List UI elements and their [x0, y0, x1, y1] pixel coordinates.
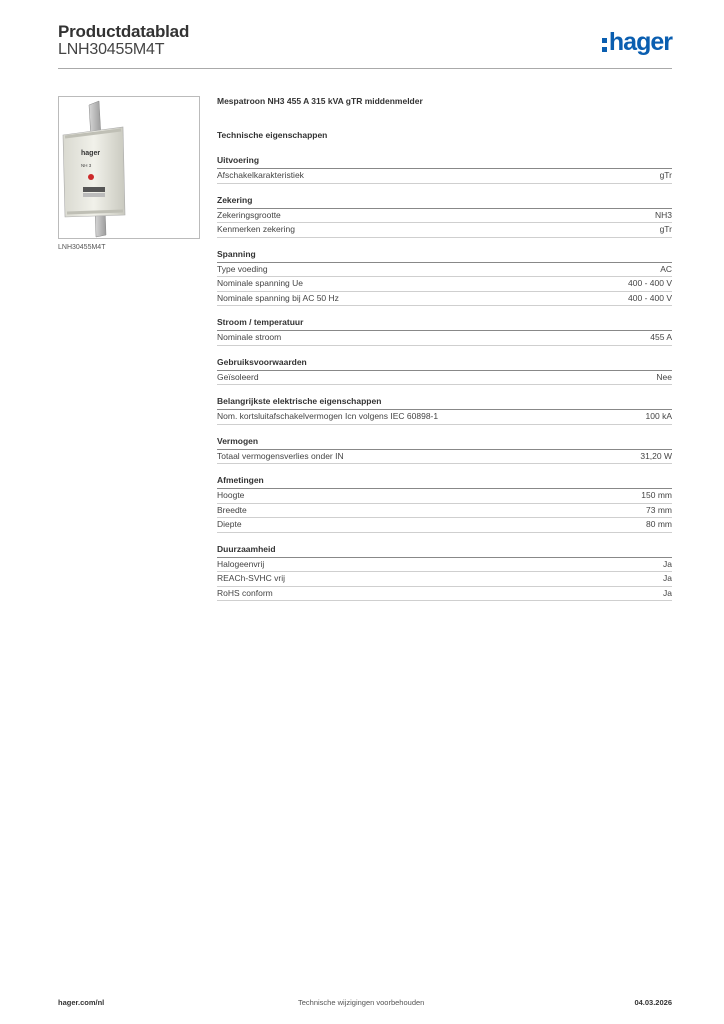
spec-row	[217, 587, 672, 602]
spec-section	[217, 249, 672, 307]
spec-section	[217, 396, 672, 425]
spec-value: NH3	[654, 209, 672, 220]
section-title: Vermogen	[217, 436, 672, 450]
spec-label: Nominale stroom	[217, 332, 282, 342]
spec-section	[217, 317, 672, 346]
product-image	[58, 96, 200, 239]
spec-label: Kenmerken zekering	[217, 224, 295, 234]
spec-row	[217, 169, 672, 184]
footer-disclaimer: Technische wijzigingen voorbehouden	[298, 998, 425, 1007]
spec-value: 400 - 400 V	[628, 292, 672, 303]
spec-section	[217, 436, 672, 465]
spec-label: Geïsoleerd	[217, 371, 259, 382]
page-header	[58, 20, 672, 70]
spec-value: 73 mm	[646, 504, 672, 515]
spec-row	[217, 209, 672, 224]
spec-section	[217, 475, 672, 533]
spec-section	[217, 195, 672, 238]
spec-row	[217, 518, 672, 533]
spec-label: Type voeding	[217, 263, 268, 274]
footer-date: 04.03.2026	[634, 998, 672, 1007]
spec-row	[217, 331, 672, 346]
spec-row	[217, 410, 672, 425]
section-title: Duurzaamheid	[217, 544, 672, 558]
section-title: Afmetingen	[217, 475, 672, 489]
indicator-icon	[88, 174, 94, 180]
section-title: Stroom / temperatuur	[217, 317, 672, 331]
spec-label: Breedte	[217, 504, 247, 515]
footer-website: hager.com/nl	[58, 998, 105, 1007]
spec-label: Totaal vermogensverlies onder IN	[217, 450, 344, 461]
spec-row	[217, 504, 672, 519]
spec-label: Diepte	[217, 519, 242, 529]
spec-row	[217, 277, 672, 292]
section-title: Belangrijkste elektrische eigenschappen	[217, 396, 672, 410]
spec-value: 150 mm	[641, 490, 672, 500]
spec-value: Ja	[663, 558, 672, 569]
page-title: Productdatablad	[58, 22, 190, 41]
spec-value: 455 A	[650, 332, 672, 342]
spec-section	[217, 155, 672, 184]
hager-logo	[602, 28, 672, 56]
spec-row	[217, 450, 672, 465]
spec-section	[217, 544, 672, 602]
spec-row	[217, 371, 672, 386]
fuse-cartridge-image	[59, 97, 199, 238]
spec-sections	[217, 155, 672, 601]
section-title: Uitvoering	[217, 155, 672, 169]
spec-row	[217, 558, 672, 573]
spec-label: REACh-SVHC vrij	[217, 573, 286, 583]
tech-heading: Technische eigenschappen	[217, 130, 328, 140]
spec-value: Nee	[656, 371, 672, 382]
product-description: Mespatroon NH3 455 A 315 kVA gTR middenmelder	[217, 96, 423, 106]
spec-value: gTr	[659, 224, 672, 234]
spec-row	[217, 292, 672, 307]
spec-value: gTr	[659, 170, 672, 180]
spec-section	[217, 357, 672, 386]
spec-label: Nominale spanning Ue	[217, 278, 303, 288]
logo-dots-icon	[602, 38, 607, 52]
image-brand-label: hager	[81, 150, 101, 157]
spec-value: 31,20 W	[640, 450, 672, 461]
spec-content	[217, 96, 672, 601]
spec-value: 100 kA	[645, 411, 672, 421]
spec-label: Zekeringsgrootte	[217, 209, 281, 220]
spec-value: Ja	[663, 573, 672, 583]
section-title: Gebruiksvoorwaarden	[217, 357, 672, 371]
spec-label: Nom. kortsluitafschakelvermogen Icn volgens IEC 60898-1	[217, 411, 439, 421]
spec-label: Hoogte	[217, 490, 245, 500]
product-code: LNH30455M4T	[58, 41, 165, 58]
spec-label: Afschakelkarakteristiek	[217, 170, 304, 180]
section-title: Zekering	[217, 195, 672, 209]
spec-row	[217, 223, 672, 238]
spec-row	[217, 489, 672, 504]
spec-value: 400 - 400 V	[628, 278, 672, 288]
section-title: Spanning	[217, 249, 672, 263]
image-caption: LNH30455M4T	[58, 244, 106, 251]
spec-label: RoHS conform	[217, 587, 273, 598]
spec-value: Ja	[663, 587, 672, 598]
spec-label: Nominale spanning bij AC 50 Hz	[217, 292, 339, 303]
header-divider	[58, 68, 672, 69]
page-footer	[58, 998, 672, 1012]
spec-row	[217, 263, 672, 278]
spec-value: 80 mm	[646, 519, 672, 529]
spec-row	[217, 572, 672, 587]
logo-text: hager	[608, 27, 672, 56]
spec-label: Halogeenvrij	[217, 558, 265, 569]
image-type-label: NH 3	[81, 163, 92, 168]
spec-value: AC	[660, 263, 672, 274]
